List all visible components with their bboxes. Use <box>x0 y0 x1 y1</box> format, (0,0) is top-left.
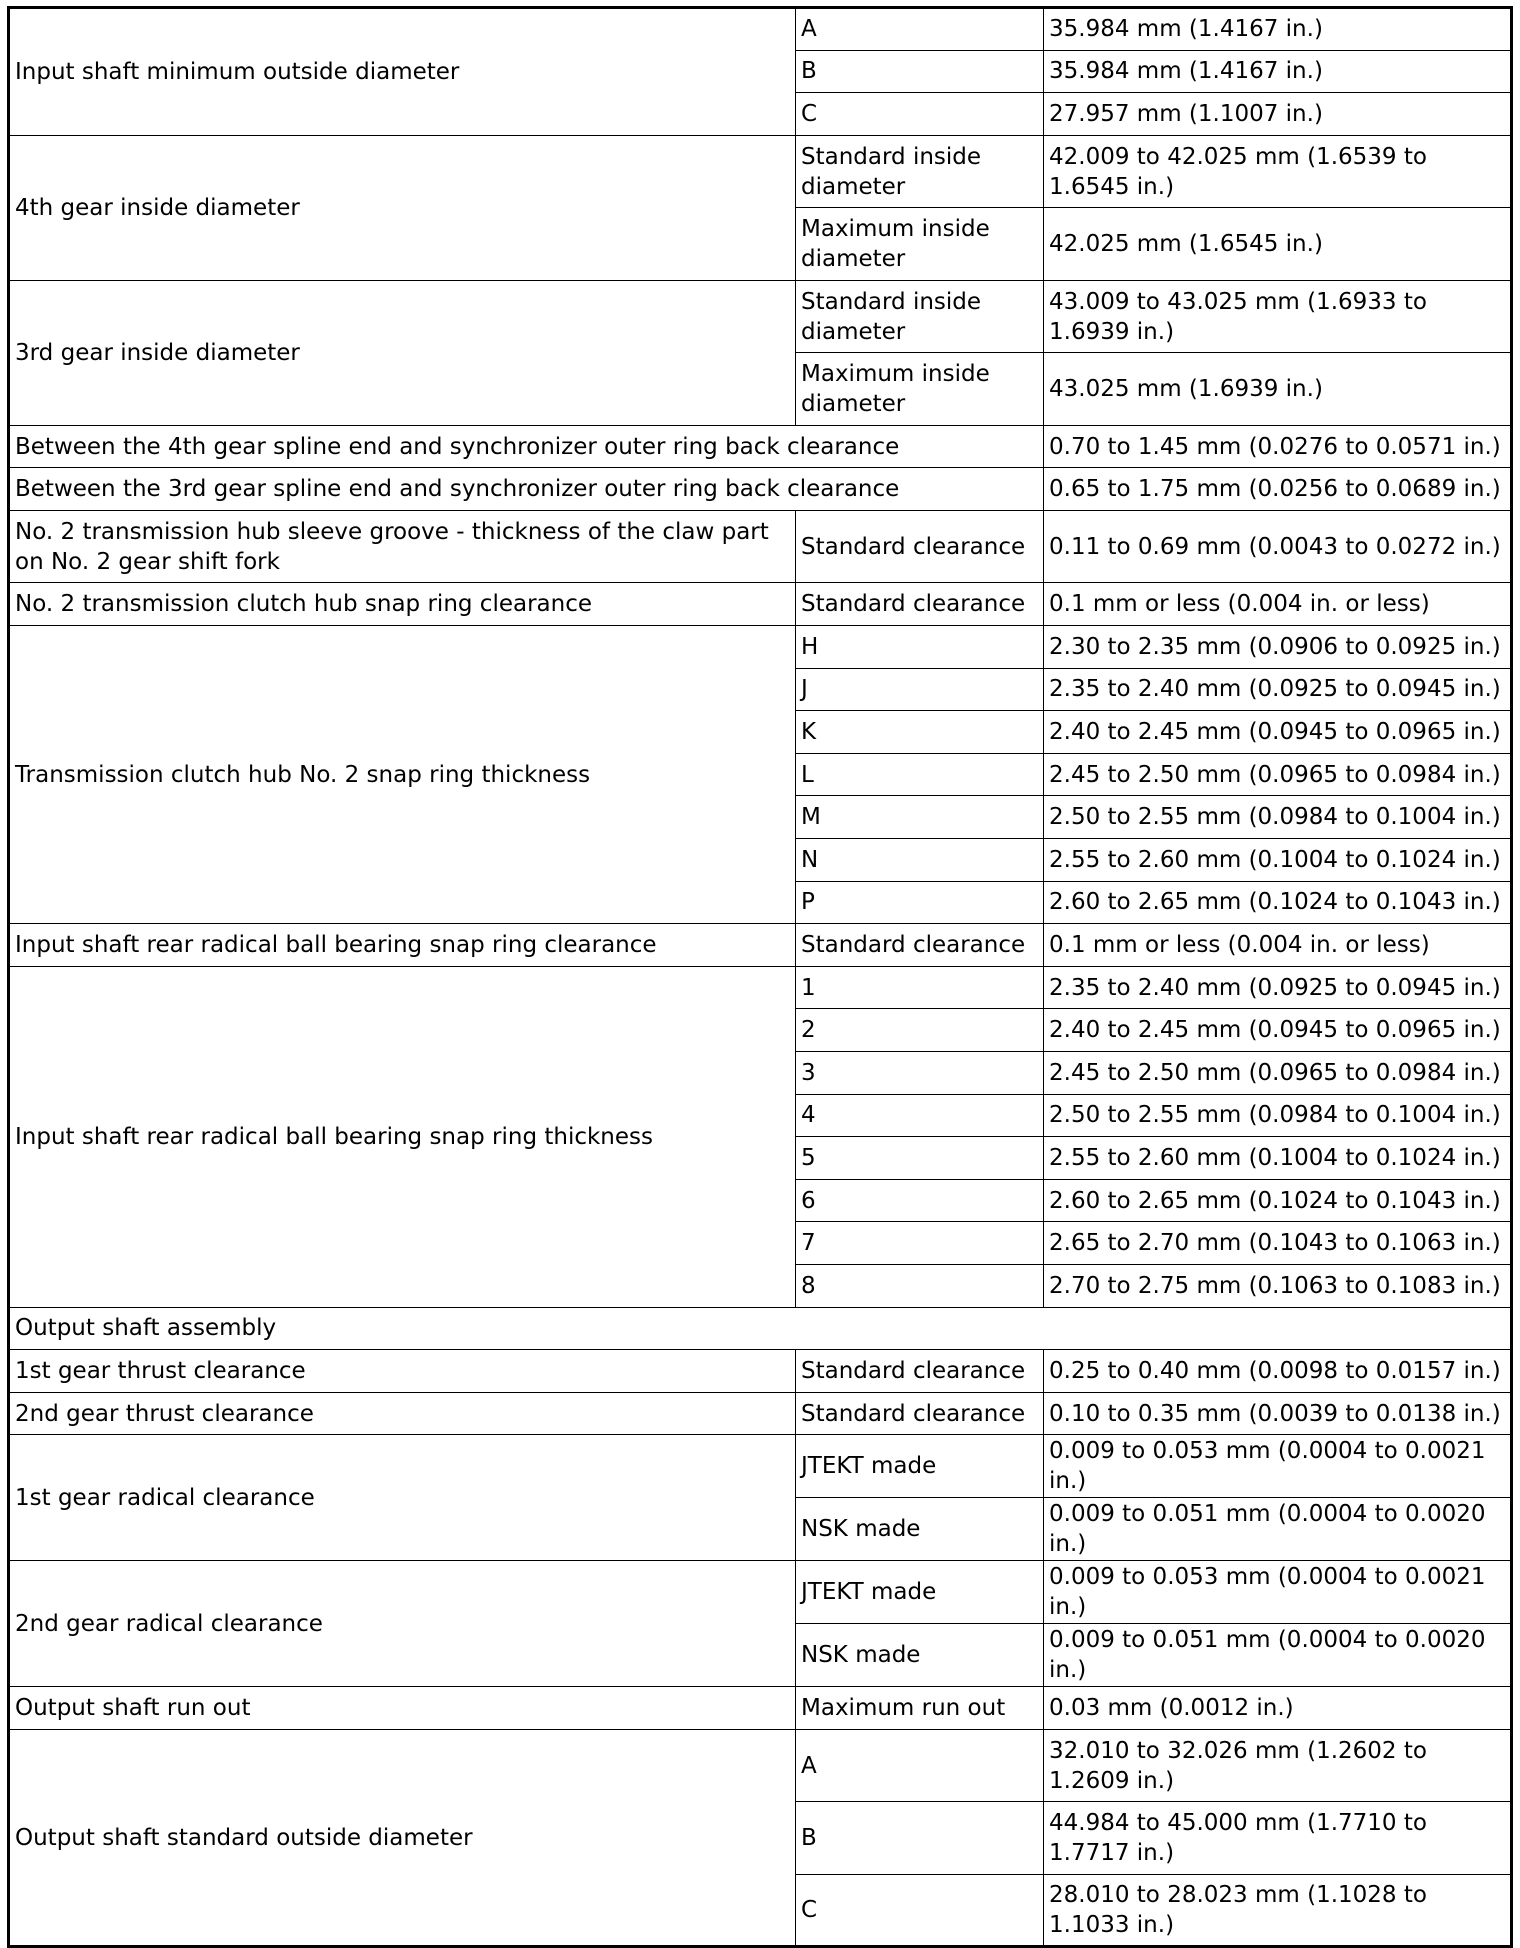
section-header-row <box>9 1307 1512 1350</box>
condition-cell: 4 <box>796 1094 1044 1137</box>
item-label: 1st gear thrust clearance <box>9 1350 796 1393</box>
item-label: Between the 4th gear spline end and synchronizer outer ring back clearance <box>9 425 1044 468</box>
table-row <box>9 1392 1512 1435</box>
value-cell: 2.30 to 2.35 mm (0.0906 to 0.0925 in.) <box>1044 626 1512 669</box>
table-row <box>9 924 1512 967</box>
condition-cell: NSK made <box>796 1624 1044 1687</box>
condition-cell: M <box>796 796 1044 839</box>
condition-cell: J <box>796 668 1044 711</box>
condition-cell: A <box>796 8 1044 51</box>
table-row <box>9 280 1512 353</box>
value-cell: 42.025 mm (1.6545 in.) <box>1044 208 1512 281</box>
value-cell: 2.50 to 2.55 mm (0.0984 to 0.1004 in.) <box>1044 1094 1512 1137</box>
condition-cell: C <box>796 1874 1044 1947</box>
condition-cell: 2 <box>796 1009 1044 1052</box>
condition-cell: P <box>796 881 1044 924</box>
condition-cell: Standard clearance <box>796 510 1044 583</box>
condition-cell: Standard inside diameter <box>796 280 1044 353</box>
condition-cell: Maximum inside diameter <box>796 353 1044 426</box>
value-cell: 2.35 to 2.40 mm (0.0925 to 0.0945 in.) <box>1044 966 1512 1009</box>
condition-cell: N <box>796 839 1044 882</box>
value-cell: 35.984 mm (1.4167 in.) <box>1044 50 1512 93</box>
value-cell: 0.65 to 1.75 mm (0.0256 to 0.0689 in.) <box>1044 468 1512 511</box>
value-cell: 2.40 to 2.45 mm (0.0945 to 0.0965 in.) <box>1044 711 1512 754</box>
condition-cell: JTEKT made <box>796 1561 1044 1624</box>
item-label: Between the 3rd gear spline end and synchronizer outer ring back clearance <box>9 468 1044 511</box>
value-cell: 0.1 mm or less (0.004 in. or less) <box>1044 583 1512 626</box>
value-cell: 2.35 to 2.40 mm (0.0925 to 0.0945 in.) <box>1044 668 1512 711</box>
table-row <box>9 966 1512 1009</box>
table-row <box>9 135 1512 208</box>
condition-cell: Standard clearance <box>796 1392 1044 1435</box>
condition-cell: NSK made <box>796 1498 1044 1561</box>
condition-cell: A <box>796 1729 1044 1802</box>
table-row <box>9 1435 1512 1498</box>
specification-table-body <box>9 8 1512 1947</box>
condition-cell: H <box>796 626 1044 669</box>
value-cell: 32.010 to 32.026 mm (1.2602 to 1.2609 in.) <box>1044 1729 1512 1802</box>
value-cell: 2.55 to 2.60 mm (0.1004 to 0.1024 in.) <box>1044 839 1512 882</box>
value-cell: 35.984 mm (1.4167 in.) <box>1044 8 1512 51</box>
condition-cell: C <box>796 93 1044 136</box>
value-cell: 0.25 to 0.40 mm (0.0098 to 0.0157 in.) <box>1044 1350 1512 1393</box>
item-label: 2nd gear radical clearance <box>9 1561 796 1687</box>
condition-cell: 5 <box>796 1137 1044 1180</box>
item-label: 1st gear radical clearance <box>9 1435 796 1561</box>
condition-cell: 8 <box>796 1264 1044 1307</box>
value-cell: 2.60 to 2.65 mm (0.1024 to 0.1043 in.) <box>1044 1179 1512 1222</box>
table-row <box>9 583 1512 626</box>
table-row <box>9 626 1512 669</box>
condition-cell: Standard clearance <box>796 1350 1044 1393</box>
value-cell: 0.03 mm (0.0012 in.) <box>1044 1687 1512 1730</box>
value-cell: 0.009 to 0.051 mm (0.0004 to 0.0020 in.) <box>1044 1624 1512 1687</box>
item-label: No. 2 transmission clutch hub snap ring clearance <box>9 583 796 626</box>
condition-cell: Standard clearance <box>796 924 1044 967</box>
condition-cell: 6 <box>796 1179 1044 1222</box>
table-row <box>9 1687 1512 1730</box>
value-cell: 2.40 to 2.45 mm (0.0945 to 0.0965 in.) <box>1044 1009 1512 1052</box>
value-cell: 2.45 to 2.50 mm (0.0965 to 0.0984 in.) <box>1044 753 1512 796</box>
condition-cell: 7 <box>796 1222 1044 1265</box>
value-cell: 43.009 to 43.025 mm (1.6933 to 1.6939 in.) <box>1044 280 1512 353</box>
value-cell: 44.984 to 45.000 mm (1.7710 to 1.7717 in.) <box>1044 1802 1512 1875</box>
specification-table <box>7 6 1513 1948</box>
value-cell: 2.45 to 2.50 mm (0.0965 to 0.0984 in.) <box>1044 1052 1512 1095</box>
item-label: Output shaft standard outside diameter <box>9 1729 796 1947</box>
condition-cell: Maximum run out <box>796 1687 1044 1730</box>
condition-cell: 3 <box>796 1052 1044 1095</box>
value-cell: 43.025 mm (1.6939 in.) <box>1044 353 1512 426</box>
value-cell: 0.009 to 0.053 mm (0.0004 to 0.0021 in.) <box>1044 1561 1512 1624</box>
condition-cell: JTEKT made <box>796 1435 1044 1498</box>
item-label: 2nd gear thrust clearance <box>9 1392 796 1435</box>
value-cell: 0.009 to 0.053 mm (0.0004 to 0.0021 in.) <box>1044 1435 1512 1498</box>
condition-cell: L <box>796 753 1044 796</box>
value-cell: 0.009 to 0.051 mm (0.0004 to 0.0020 in.) <box>1044 1498 1512 1561</box>
item-label: Input shaft rear radical ball bearing snap ring thickness <box>9 966 796 1307</box>
condition-cell: Maximum inside diameter <box>796 208 1044 281</box>
section-heading: Output shaft assembly <box>9 1307 1512 1350</box>
item-label: Input shaft minimum outside diameter <box>9 8 796 136</box>
value-cell: 42.009 to 42.025 mm (1.6539 to 1.6545 in.) <box>1044 135 1512 208</box>
value-cell: 2.70 to 2.75 mm (0.1063 to 0.1083 in.) <box>1044 1264 1512 1307</box>
value-cell: 0.11 to 0.69 mm (0.0043 to 0.0272 in.) <box>1044 510 1512 583</box>
table-row <box>9 468 1512 511</box>
table-row <box>9 1729 1512 1802</box>
item-label: 3rd gear inside diameter <box>9 280 796 425</box>
value-cell: 2.50 to 2.55 mm (0.0984 to 0.1004 in.) <box>1044 796 1512 839</box>
item-label: No. 2 transmission hub sleeve groove - thickness of the claw part on No. 2 gear shift fork <box>9 510 796 583</box>
condition-cell: K <box>796 711 1044 754</box>
table-row <box>9 510 1512 583</box>
value-cell: 2.65 to 2.70 mm (0.1043 to 0.1063 in.) <box>1044 1222 1512 1265</box>
condition-cell: B <box>796 50 1044 93</box>
value-cell: 2.60 to 2.65 mm (0.1024 to 0.1043 in.) <box>1044 881 1512 924</box>
condition-cell: Standard clearance <box>796 583 1044 626</box>
value-cell: 0.70 to 1.45 mm (0.0276 to 0.0571 in.) <box>1044 425 1512 468</box>
item-label: Input shaft rear radical ball bearing snap ring clearance <box>9 924 796 967</box>
condition-cell: Standard inside diameter <box>796 135 1044 208</box>
value-cell: 0.1 mm or less (0.004 in. or less) <box>1044 924 1512 967</box>
item-label: Output shaft run out <box>9 1687 796 1730</box>
value-cell: 27.957 mm (1.1007 in.) <box>1044 93 1512 136</box>
item-label: Transmission clutch hub No. 2 snap ring thickness <box>9 626 796 924</box>
value-cell: 28.010 to 28.023 mm (1.1028 to 1.1033 in.) <box>1044 1874 1512 1947</box>
table-row <box>9 1561 1512 1624</box>
table-row <box>9 1350 1512 1393</box>
item-label: 4th gear inside diameter <box>9 135 796 280</box>
table-row <box>9 425 1512 468</box>
condition-cell: 1 <box>796 966 1044 1009</box>
value-cell: 2.55 to 2.60 mm (0.1004 to 0.1024 in.) <box>1044 1137 1512 1180</box>
condition-cell: B <box>796 1802 1044 1875</box>
value-cell: 0.10 to 0.35 mm (0.0039 to 0.0138 in.) <box>1044 1392 1512 1435</box>
table-row <box>9 8 1512 51</box>
